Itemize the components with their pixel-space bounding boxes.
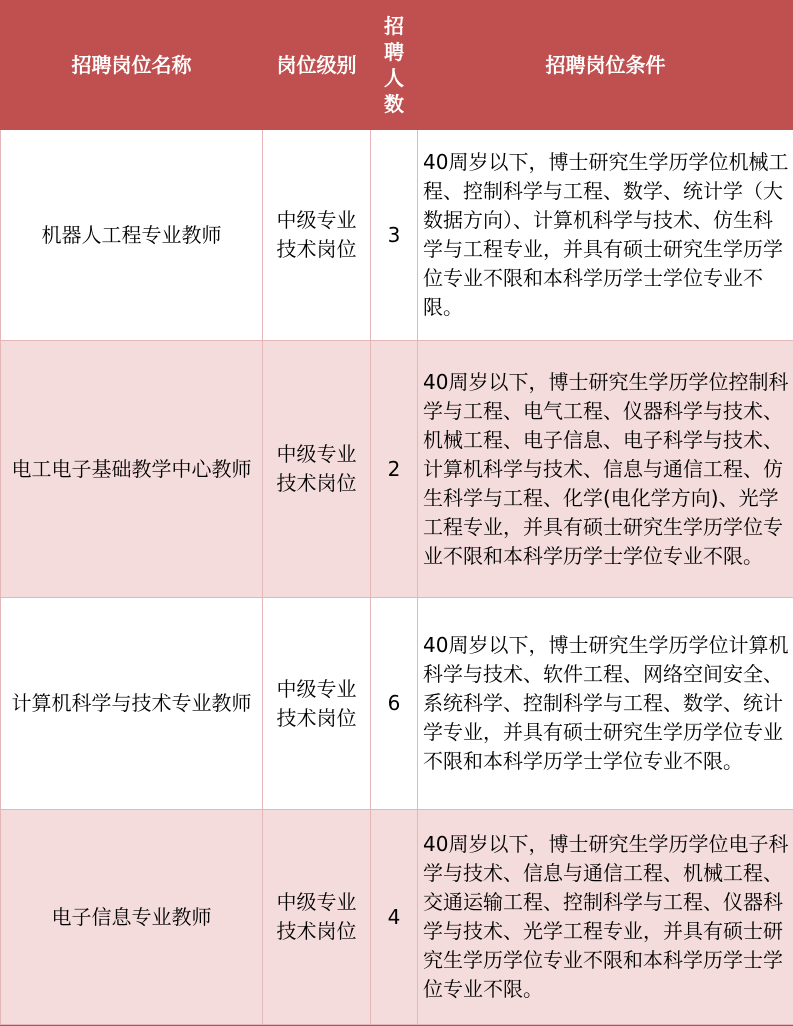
position-level-cell <box>263 130 371 341</box>
conditions-cell <box>418 810 793 1025</box>
position-level-text: 中级专业技术岗位 <box>263 888 370 946</box>
header-count-label: 招 聘 人 数 <box>371 13 417 117</box>
conditions-text: 40周岁以下，博士研究生学历学位电子科学与技术、信息与通信工程、机械工程、交通运输工程、控制科学与工程、仪器科学与技术、光学工程专业，并具有硕士研究生学历学位专业不限和本科学历学士学位专业不限。 <box>423 830 791 1004</box>
header-position-name: 招聘岗位名称 <box>1 1 263 130</box>
header-count <box>371 1 418 130</box>
conditions-text: 40周岁以下，博士研究生学历学位机械工程、控制科学与工程、数学、统计学（大数据方向）、计算机科学与技术、仿生科学与工程专业，并具有硕士研究生学历学位专业不限和本科学历学士学位专业不限。 <box>423 148 791 322</box>
position-level-text: 中级专业技术岗位 <box>263 206 370 264</box>
count-cell: 6 <box>371 598 418 810</box>
table-row <box>1 130 793 341</box>
count-cell: 3 <box>371 130 418 341</box>
table-row <box>1 341 793 598</box>
position-name-cell <box>1 341 263 598</box>
position-level-cell <box>263 810 371 1025</box>
position-level-text: 中级专业技术岗位 <box>263 675 370 733</box>
position-level-text: 中级专业技术岗位 <box>263 440 370 498</box>
conditions-text: 40周岁以下，博士研究生学历学位计算机科学与技术、软件工程、网络空间安全、系统科学、控制科学与工程、数学、统计学专业，并具有硕士研究生学历学位专业不限和本科学历学士学位专业不限。 <box>423 631 791 776</box>
position-name-cell: 机器人工程专业教师 <box>1 130 263 341</box>
table-header-row <box>1 1 793 130</box>
conditions-cell <box>418 598 793 810</box>
count-cell: 4 <box>371 810 418 1025</box>
header-position-level: 岗位级别 <box>263 1 371 130</box>
conditions-text: 40周岁以下，博士研究生学历学位控制科学与工程、电气工程、仪器科学与技术、机械工程、电子信息、电子科学与技术、计算机科学与技术、信息与通信工程、仿生科学与工程、化学(电化学方向)、光学工程专业，并具有硕士研究生学历学位专业不限和本科学历学士学位专业不限。 <box>423 368 791 571</box>
position-name-text: 电工电子基础教学中心教师 <box>1 455 262 484</box>
position-name-text: 计算机科学与技术专业教师 <box>1 689 262 718</box>
header-conditions: 招聘岗位条件 <box>418 1 793 130</box>
conditions-cell <box>418 341 793 598</box>
table-row <box>1 598 793 810</box>
table-row <box>1 810 793 1025</box>
conditions-cell <box>418 130 793 341</box>
position-name-cell <box>1 598 263 810</box>
count-cell: 2 <box>371 341 418 598</box>
position-level-cell <box>263 341 371 598</box>
position-name-cell: 电子信息专业教师 <box>1 810 263 1025</box>
position-level-cell <box>263 598 371 810</box>
